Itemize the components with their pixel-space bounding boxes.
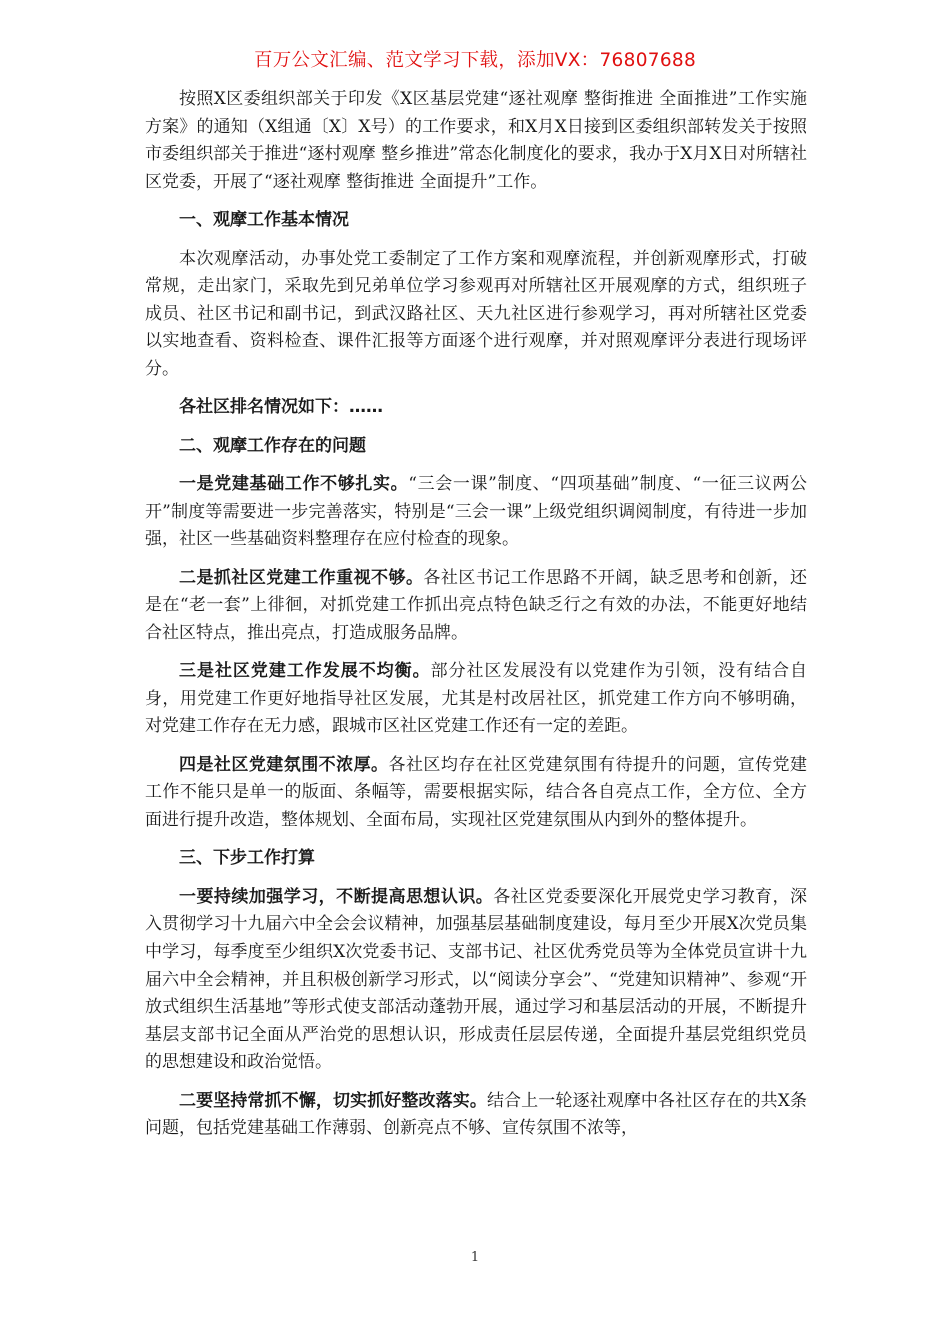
problem-paragraph [145, 565, 807, 648]
problem-lead: 三是社区党建工作发展不均衡。 [179, 661, 431, 682]
problem-paragraph [145, 658, 807, 741]
document-body [145, 86, 807, 1154]
section-heading-2: 二、观摩工作存在的问题 [179, 435, 366, 456]
header-banner: 百万公文汇编、范文学习下载，添加VX：76807688 [253, 50, 697, 71]
plan-lead: 二要坚持常抓不懈，切实抓好整改落实。 [179, 1090, 487, 1111]
problem-text: 各社区书记工作思路不开阔，缺乏思考和创新，还是在“老一套”上徘徊，对抓党建工作抓出亮点特色缺乏行之有效的办法，不能更好地结合社区特点，推出亮点，打造成服务品牌。 [145, 567, 808, 643]
section-heading-1: 一、观摩工作基本情况 [179, 210, 349, 231]
problem-paragraph [145, 752, 807, 835]
problem-paragraph [145, 471, 807, 554]
page-number: 1 [470, 1250, 480, 1265]
problem-lead: 一是党建基础工作不够扎实。 [179, 474, 409, 495]
plan-paragraph [145, 1088, 807, 1143]
plan-paragraph [145, 884, 807, 1077]
ranking-line: 各社区排名情况如下：…… [179, 397, 383, 418]
section-heading-3: 三、下步工作打算 [179, 848, 315, 869]
plan-text: 结合上一轮逐社观摩中各社区存在的共X条问题，包括党建基础工作薄弱、创新亮点不够、宣传氛围不浓等， [145, 1090, 808, 1139]
problem-lead: 二是抓社区党建工作重视不够。 [179, 567, 424, 588]
plan-lead: 一要持续加强学习，不断提高思想认识。 [179, 886, 494, 907]
problem-text: 各社区均存在社区党建氛围有待提升的问题，宣传党建工作不能只是单一的版面、条幅等，需要根据实际，结合各自亮点工作，全方位、全方面进行提升改造，整体规划、全面布局，实现社区党建氛围从内到外的整体提升。 [145, 754, 808, 831]
intro-paragraph: 按照X区委组织部关于印发《X区基层党建“逐社观摩 整街推进 全面推进”工作实施方案》的通知（X组通〔X〕X号）的工作要求，和X月X日接到区委组织部转发关于按照市委组织部关于推进“逐村观摩 整乡推进”常态化制度化的要求，我办于X月X日对所辖社区党委，开展了“逐社观摩 整街推进 全面提升”工作。 [145, 89, 807, 192]
problem-lead: 四是社区党建氛围不浓厚。 [179, 754, 389, 775]
problem-text: “三会一课”制度、“四项基础”制度、“一征三议两公开”制度等需要进一步完善落实，特别是“三会一课”上级党组织调阅制度，有待进一步加强，社区一些基础资料整理存在应付检查的现象。 [145, 474, 807, 550]
plan-text: 各社区党委要深化开展党史学习教育，深入贯彻学习十九届六中全会会议精神，加强基层基础制度建设，每月至少开展X次党员集中学习，每季度至少组织X次党委书记、支部书记、社区优秀党员等为全体党员宣讲十九届六中全会精神，并且积极创新学习形式，以“阅读分享会”、“党建知识精神”、参观“开放式组织生活基地”等形式使支部活动蓬勃开展，通过学习和基层活动的开展，不断提升基层支部书记全面从严治党的思想认识，形成责任层层传递，全面提升基层党组织党员的思想建设和政治觉悟。 [145, 886, 808, 1073]
section-1-paragraph: 本次观摩活动，办事处党工委制定了工作方案和观摩流程，并创新观摩形式，打破常规，走出家门，采取先到兄弟单位学习参观再对所辖社区开展观摩的方式，组织班子成员、社区书记和副书记，到武汉路社区、天九社区进行参观学习，再对所辖社区党委以实地查看、资料检查、课件汇报等方面逐个进行观摩，并对照观摩评分表进行现场评分。 [145, 248, 807, 379]
problem-text: 部分社区发展没有以党建作为引领，没有结合自身，用党建工作更好地指导社区发展，尤其是村改居社区，抓党建工作方向不够明确，对党建工作存在无力感，跟城市区社区党建工作还有一定的差距。 [145, 661, 808, 737]
